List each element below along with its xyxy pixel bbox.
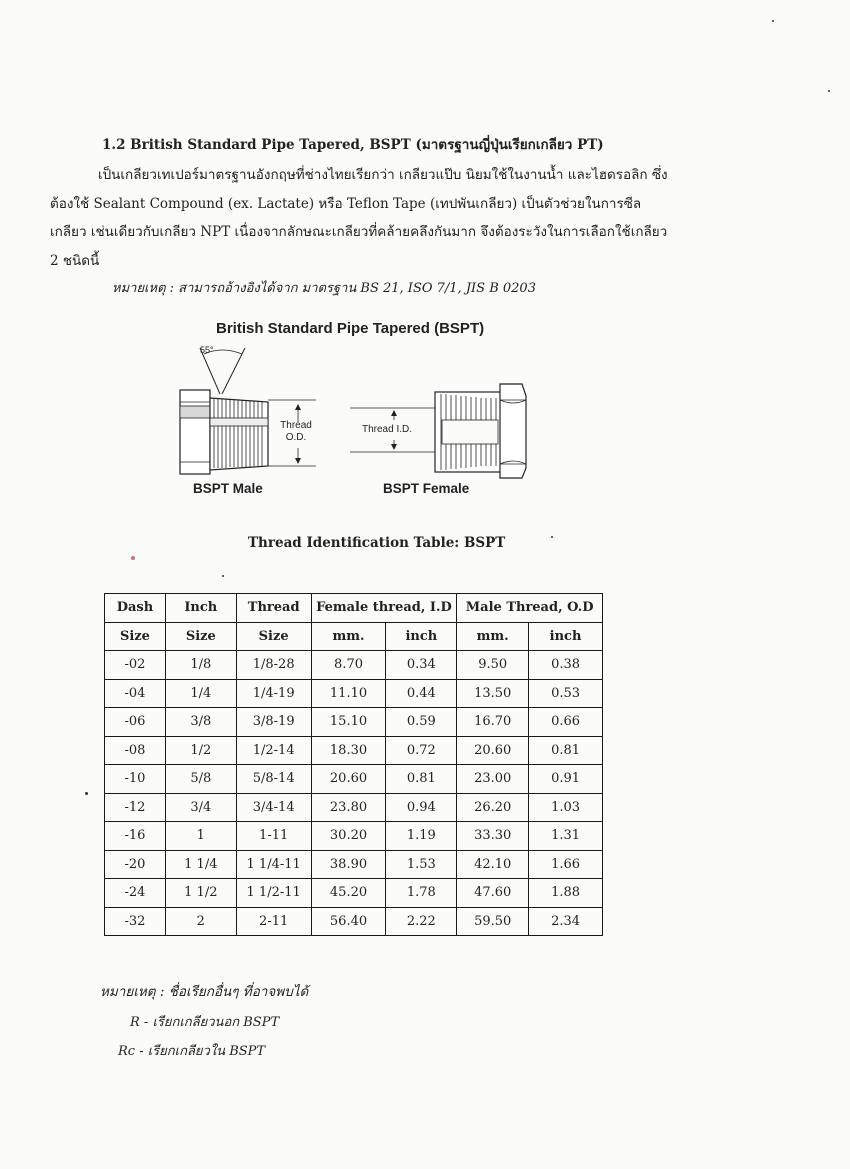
table-cell: 1.53 <box>386 850 457 879</box>
table-cell: 1 1/4 <box>165 850 236 879</box>
table-cell: 26.20 <box>457 793 529 822</box>
table-cell: 0.59 <box>386 708 457 737</box>
other-names-note: หมายเหตุ : ชื่อเรียกอื่นๆ ที่อาจพบได้ <box>100 984 309 1000</box>
table-header-row-top <box>105 594 603 623</box>
table-cell: -04 <box>105 679 166 708</box>
table-cell: -10 <box>105 765 166 794</box>
description-paragraph <box>50 161 670 275</box>
table-cell: 1.66 <box>529 850 603 879</box>
table-cell: 2-11 <box>236 907 311 936</box>
scan-speck <box>222 575 224 577</box>
table-header-row-bottom <box>105 622 603 651</box>
header-female-thread: Female thread, I.D <box>311 594 457 623</box>
note-r: R - เรียกเกลียวนอก BSPT <box>130 1015 280 1030</box>
table-row <box>105 679 603 708</box>
table-cell: -20 <box>105 850 166 879</box>
table-cell: 0.94 <box>386 793 457 822</box>
table-cell: 1 1/2 <box>165 879 236 908</box>
angle-line-right <box>222 348 245 394</box>
header-inch: Inch <box>165 594 236 623</box>
table-cell: -16 <box>105 822 166 851</box>
table-cell: 9.50 <box>457 651 529 680</box>
table-row <box>105 850 603 879</box>
table-cell: 1/2-14 <box>236 736 311 765</box>
table-cell: 3/8-19 <box>236 708 311 737</box>
table-row <box>105 793 603 822</box>
table-cell: -12 <box>105 793 166 822</box>
table-body <box>105 651 603 936</box>
header-male-mm: mm. <box>457 622 529 651</box>
table-cell: 0.81 <box>529 736 603 765</box>
note-rc: Rc - เรียกเกลียวใน BSPT <box>118 1044 266 1059</box>
table-cell: 18.30 <box>311 736 386 765</box>
table-cell: 0.44 <box>386 679 457 708</box>
table-cell: 0.34 <box>386 651 457 680</box>
header-dash-size: Size <box>105 622 166 651</box>
table-cell: 11.10 <box>311 679 386 708</box>
table-cell: 1/8-28 <box>236 651 311 680</box>
table-cell: 0.91 <box>529 765 603 794</box>
table-cell: 3/8 <box>165 708 236 737</box>
table-title: Thread Identification Table: BSPT <box>248 535 506 551</box>
table-cell: 1.03 <box>529 793 603 822</box>
table-row <box>105 651 603 680</box>
paragraph-text: เป็นเกลียวเทเปอร์มาตรฐานอังกฤษที่ช่างไทยเรียกว่า เกลียวแป๊บ นิยมใช้ในงานน้ำ และไฮดรอลิก ซึ่งต้องใช้ Sealant Compound (ex. Lactate) หรือ Teflon Tape (เทปพันเกลียว) เป็นตัวช่วยในการซีลเกลียว เช่นเดียวกับเกลียว NPT เนื่องจากลักษณะเกลียวที่คล้ายคลึงกันมาก จึงต้องระวังในการเลือกใช้เกลียว 2 ชนิดนี้ <box>50 167 668 269</box>
bspt-diagram <box>160 340 560 480</box>
figure-title: British Standard Pipe Tapered (BSPT) <box>216 320 485 337</box>
table-cell: 23.80 <box>311 793 386 822</box>
scan-speck <box>828 90 830 92</box>
table-cell: 23.00 <box>457 765 529 794</box>
table-cell: 3/4 <box>165 793 236 822</box>
table-cell: -32 <box>105 907 166 936</box>
table-cell: 8.70 <box>311 651 386 680</box>
table-cell: 3/4-14 <box>236 793 311 822</box>
table-cell: 33.30 <box>457 822 529 851</box>
table-cell: 1.31 <box>529 822 603 851</box>
scan-speck <box>772 20 774 22</box>
table-row <box>105 736 603 765</box>
table-cell: 1-11 <box>236 822 311 851</box>
table-cell: 13.50 <box>457 679 529 708</box>
table-cell: 0.81 <box>386 765 457 794</box>
header-dash: Dash <box>105 594 166 623</box>
male-caption: BSPT Male <box>193 481 263 496</box>
table-cell: 45.20 <box>311 879 386 908</box>
table-cell: -08 <box>105 736 166 765</box>
table-cell: 2.34 <box>529 907 603 936</box>
thread-od-label-line2: O.D. <box>285 432 307 443</box>
table-cell: 1 <box>165 822 236 851</box>
thread-id-label: Thread I.D. <box>354 424 420 435</box>
table-cell: 0.38 <box>529 651 603 680</box>
table-row <box>105 765 603 794</box>
table-cell: 59.50 <box>457 907 529 936</box>
table-cell: 38.90 <box>311 850 386 879</box>
header-male-inch: inch <box>529 622 603 651</box>
reference-note: หมายเหตุ : สามารถอ้างอิงได้จาก มาตรฐาน BS 21, ISO 7/1, JIS B 0203 <box>112 281 536 296</box>
table-cell: 20.60 <box>311 765 386 794</box>
table-cell: 0.66 <box>529 708 603 737</box>
table-cell: 42.10 <box>457 850 529 879</box>
header-thread: Thread <box>236 594 311 623</box>
table-cell: 1 1/4-11 <box>236 850 311 879</box>
table-cell: 2 <box>165 907 236 936</box>
table-cell: 0.53 <box>529 679 603 708</box>
thread-identification-table <box>104 593 603 936</box>
header-inch-size: Size <box>165 622 236 651</box>
scan-speck <box>85 792 88 795</box>
table-cell: 1/4-19 <box>236 679 311 708</box>
table-cell: 1/4 <box>165 679 236 708</box>
table-row <box>105 879 603 908</box>
table-cell: 1/8 <box>165 651 236 680</box>
scan-speck <box>131 556 135 560</box>
table-cell: 20.60 <box>457 736 529 765</box>
header-male-thread: Male Thread, O.D <box>457 594 603 623</box>
table-cell: 1.78 <box>386 879 457 908</box>
table-cell: 5/8-14 <box>236 765 311 794</box>
header-thread-size: Size <box>236 622 311 651</box>
table-cell: 1.19 <box>386 822 457 851</box>
table-cell: 5/8 <box>165 765 236 794</box>
scan-speck <box>551 536 553 538</box>
header-female-inch: inch <box>386 622 457 651</box>
table-cell: 30.20 <box>311 822 386 851</box>
table-cell: -06 <box>105 708 166 737</box>
table-row <box>105 907 603 936</box>
table-cell: 1 1/2-11 <box>236 879 311 908</box>
table-cell: 1/2 <box>165 736 236 765</box>
table-cell: 1.88 <box>529 879 603 908</box>
table-row <box>105 708 603 737</box>
table-cell: 16.70 <box>457 708 529 737</box>
table-cell: 15.10 <box>311 708 386 737</box>
section-heading: 1.2 British Standard Pipe Tapered, BSPT (มาตรฐานญี่ปุ่นเรียกเกลียว PT) <box>102 137 604 153</box>
table-cell: -24 <box>105 879 166 908</box>
angle-label: 55° <box>200 345 214 355</box>
table-cell: 47.60 <box>457 879 529 908</box>
table-cell: 56.40 <box>311 907 386 936</box>
header-female-mm: mm. <box>311 622 386 651</box>
table-cell: 2.22 <box>386 907 457 936</box>
table-row <box>105 822 603 851</box>
female-caption: BSPT Female <box>383 481 470 496</box>
table-cell: -02 <box>105 651 166 680</box>
table-cell: 0.72 <box>386 736 457 765</box>
thread-od-label-line1: Thread <box>280 420 312 431</box>
